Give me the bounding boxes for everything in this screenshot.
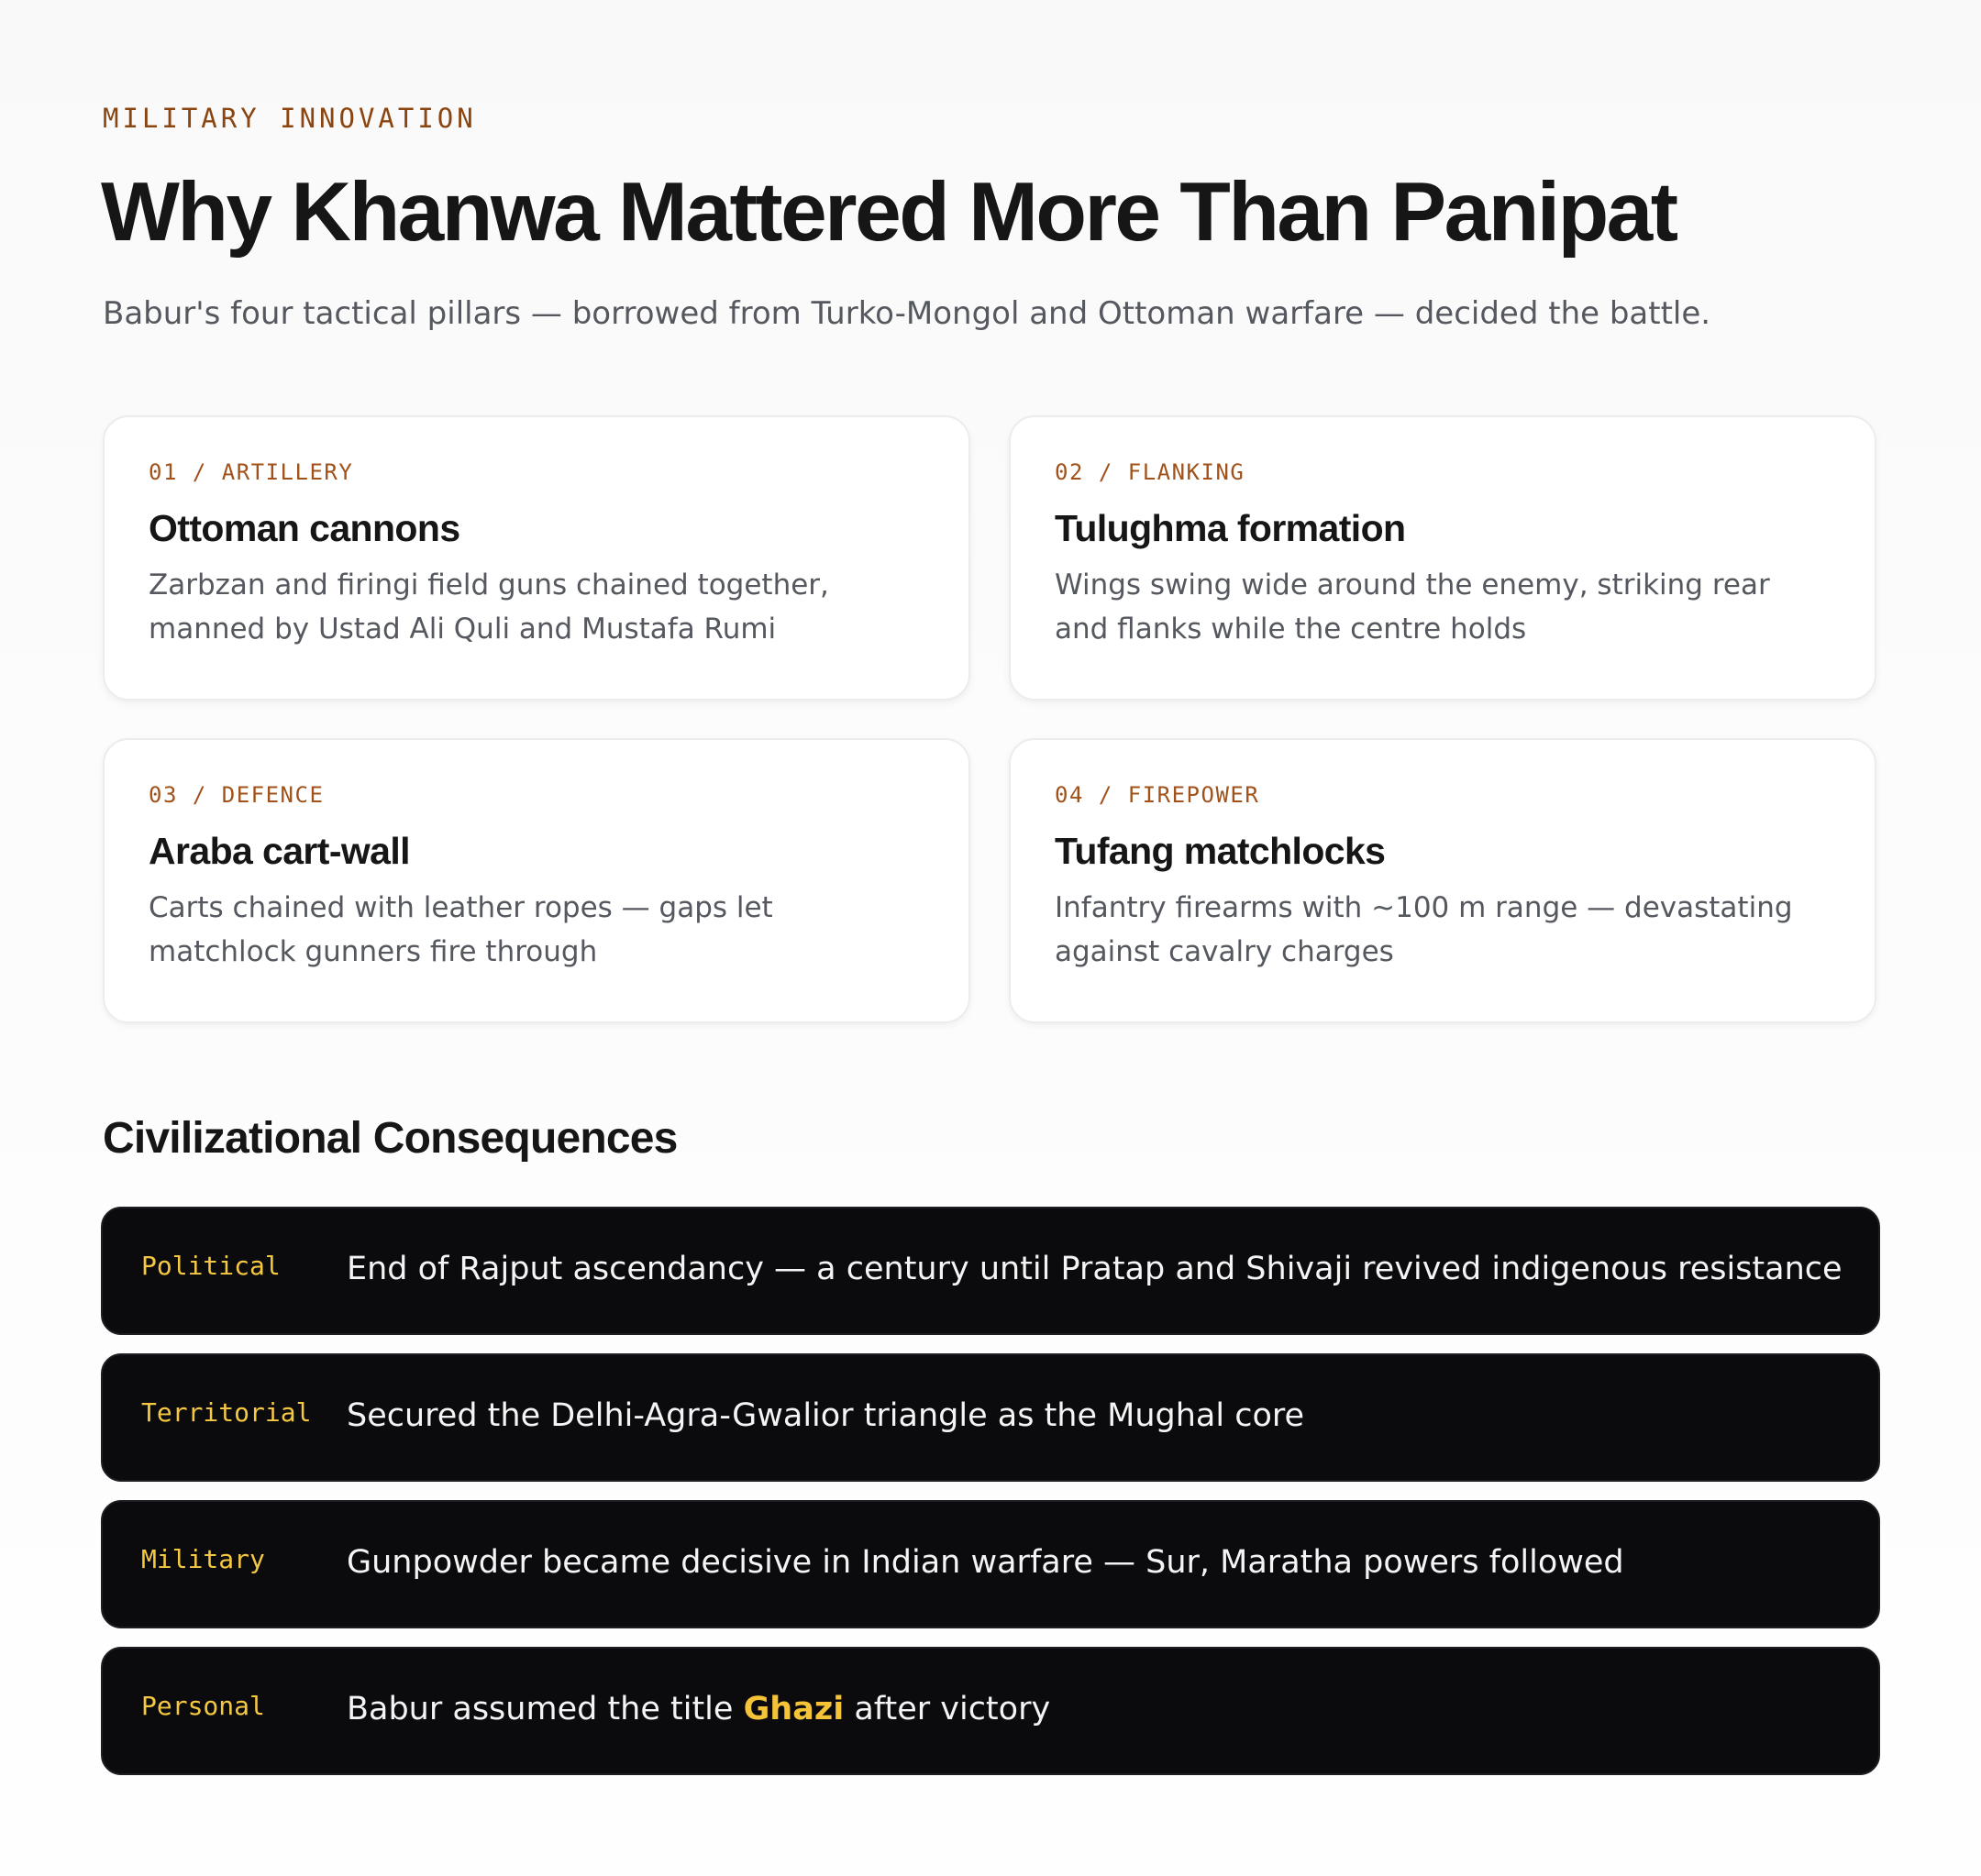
- card-title: Ottoman cannons: [149, 507, 460, 549]
- card-artillery: [103, 415, 970, 701]
- consequence-label: Territorial: [141, 1397, 312, 1428]
- consequence-text-after: after victory: [844, 1691, 1051, 1727]
- consequence-label: Military: [141, 1544, 265, 1574]
- section-title-consequences: Civilizational Consequences: [103, 1114, 678, 1163]
- card-tag: 02 / FLANKING: [1055, 459, 1245, 485]
- eyebrow-label: MILITARY INNOVATION: [103, 103, 477, 134]
- page-title: Why Khanwa Mattered More Than Panipat: [101, 166, 1677, 259]
- consequence-row-political: [101, 1207, 1880, 1335]
- card-title: Araba cart-wall: [149, 830, 410, 872]
- consequence-text: [347, 1691, 1050, 1727]
- highlight-ghazi: Ghazi: [743, 1691, 845, 1727]
- consequence-row-military: [101, 1500, 1880, 1628]
- consequence-row-territorial: [101, 1353, 1880, 1482]
- consequence-text: End of Rajput ascendancy — a century until Pratap and Shivaji revived indigenous resistance: [347, 1251, 1843, 1287]
- card-text: Wings swing wide around the enemy, striking rear and flanks while the centre holds: [1055, 568, 1770, 646]
- consequence-text-before: Babur assumed the title: [347, 1691, 744, 1727]
- card-firepower: [1009, 738, 1876, 1023]
- consequence-label: Personal: [141, 1691, 265, 1721]
- consequence-text: Secured the Delhi-Agra-Gwalior triangle as the Mughal core: [347, 1397, 1305, 1434]
- card-text: Carts chained with leather ropes — gaps let matchlock gunners fire through: [149, 891, 773, 968]
- card-text: Infantry firearms with ~100 m range — devastating against cavalry charges: [1055, 891, 1793, 968]
- consequence-row-personal: [101, 1647, 1880, 1775]
- card-defence: [103, 738, 970, 1023]
- page-subtitle: Babur's four tactical pillars — borrowed from Turko-Mongol and Ottoman warfare — decided the battle.: [103, 295, 1711, 332]
- card-tag: 03 / DEFENCE: [149, 782, 325, 808]
- card-tag: 04 / FIREPOWER: [1055, 782, 1260, 808]
- card-text: Zarbzan and firingi field guns chained together, manned by Ustad Ali Quli and Mustafa Rumi: [149, 568, 829, 646]
- card-tag: 01 / ARTILLERY: [149, 459, 354, 485]
- card-flanking: [1009, 415, 1876, 701]
- consequence-label: Political: [141, 1251, 281, 1281]
- card-title: Tufang matchlocks: [1055, 830, 1386, 872]
- card-title: Tulughma formation: [1055, 507, 1406, 549]
- consequence-text: Gunpowder became decisive in Indian warfare — Sur, Maratha powers followed: [347, 1544, 1624, 1581]
